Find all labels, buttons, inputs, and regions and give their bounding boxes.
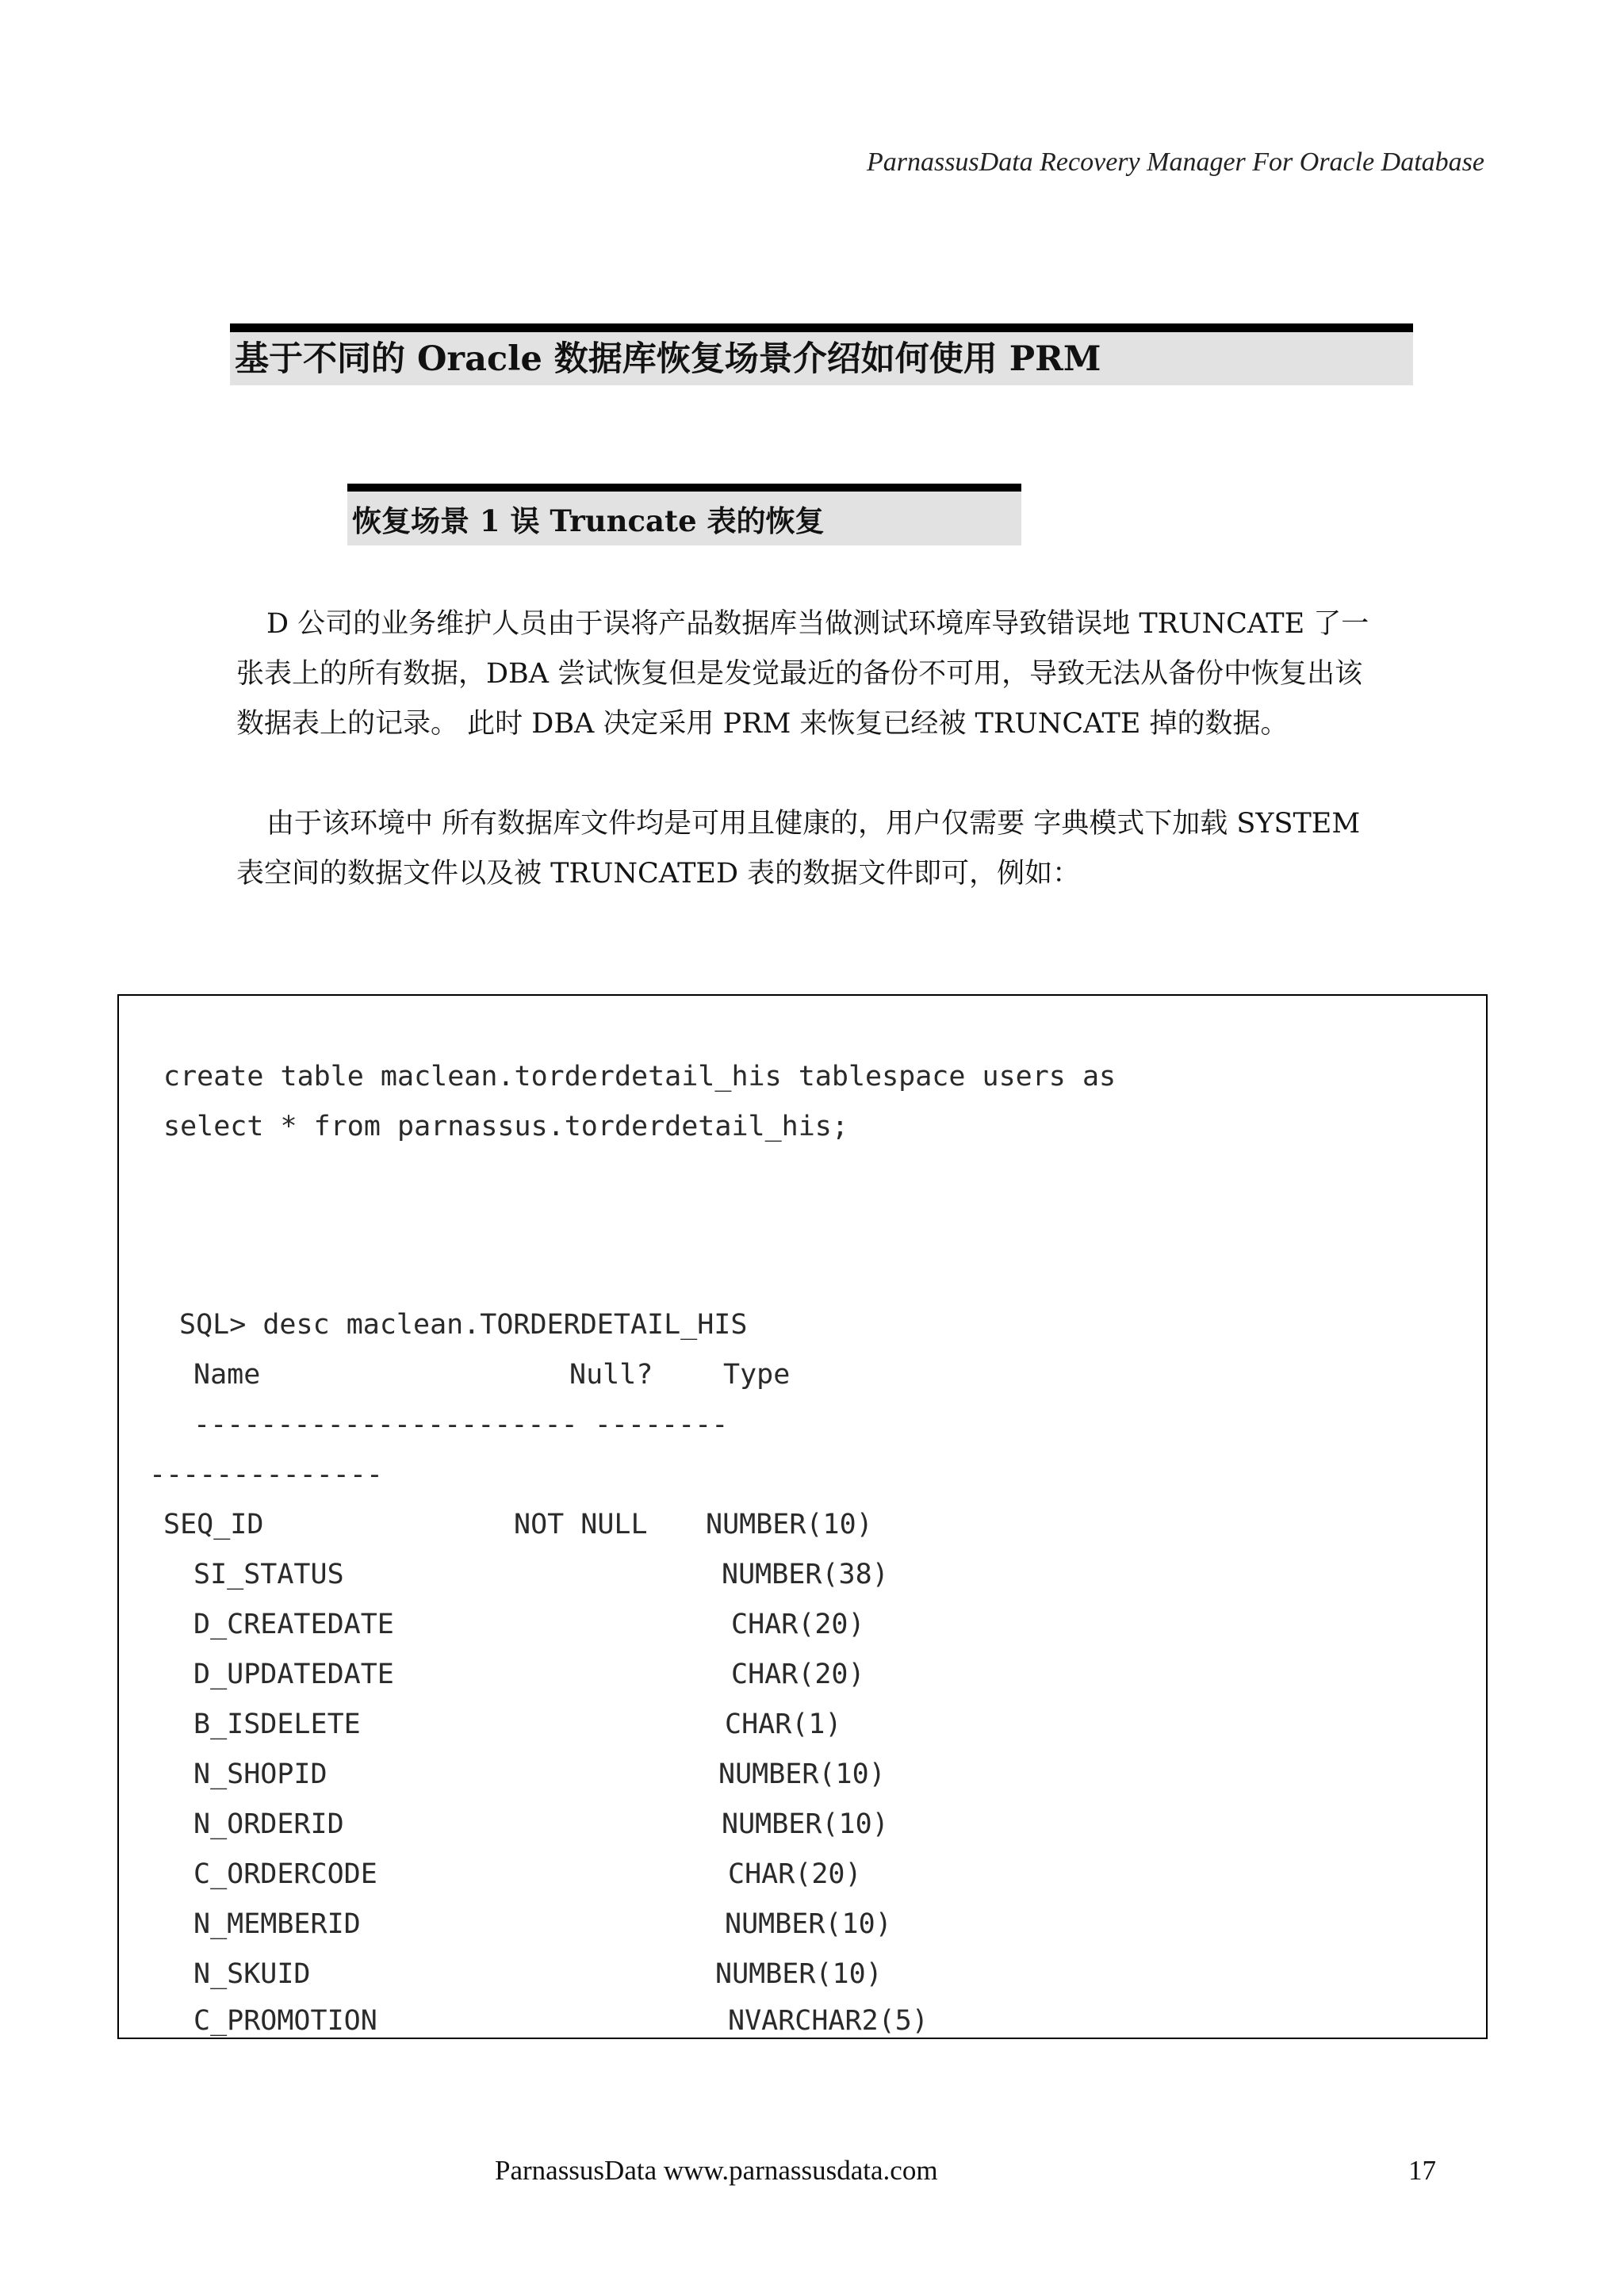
- intro-paragraph: [236, 599, 1418, 749]
- column-row-type: NUMBER(38): [722, 1559, 889, 1590]
- column-row-null: NOT NULL: [514, 1509, 648, 1540]
- column-row-name: B_ISDELETE: [193, 1709, 361, 1740]
- desc-command-line: SQL> desc maclean.TORDERDETAIL_HIS: [179, 1309, 748, 1341]
- column-row-name: D_CREATEDATE: [193, 1609, 394, 1640]
- column-row-type: NUMBER(10): [725, 1908, 892, 1940]
- column-header-type: Type: [723, 1359, 791, 1391]
- column-row-name: N_SKUID: [193, 1958, 311, 1990]
- create-statement-line: select * from parnassus.torderdetail_his;: [163, 1111, 848, 1142]
- running-header: ParnassusData Recovery Manager For Oracle Database: [866, 147, 1484, 177]
- column-row-name: SI_STATUS: [193, 1559, 344, 1590]
- column-row-name: C_ORDERCODE: [193, 1858, 377, 1890]
- column-row-type: NUMBER(10): [722, 1808, 889, 1840]
- paragraph-line: 数据表上的记录。 此时 DBA 决定采用 PRM 来恢复已经被 TRUNCATE 掉的数据。: [236, 708, 1289, 740]
- header-separator: ----------------------- --------: [193, 1409, 729, 1441]
- column-row-name: N_SHOPID: [193, 1758, 327, 1790]
- column-row-type: CHAR(20): [731, 1609, 865, 1640]
- column-row-name: D_UPDATEDATE: [193, 1659, 394, 1690]
- column-row-type: CHAR(1): [725, 1709, 842, 1740]
- code-listing-box: [117, 994, 1488, 2039]
- column-header-null: Null?: [569, 1359, 653, 1391]
- paragraph-line: 由于该环境中 所有数据库文件均是可用且健康的，用户仅需要 字典模式下加载 SYSTEM: [266, 808, 1361, 840]
- paragraph-line: 表空间的数据文件以及被 TRUNCATED 表的数据文件即可，例如：: [236, 858, 1081, 890]
- column-row-name: SEQ_ID: [163, 1509, 264, 1540]
- column-row-type: NVARCHAR2(5): [728, 2005, 929, 2037]
- paragraph-line: 张表上的所有数据，DBA 尝试恢复但是发觉最近的备份不可用，导致无法从备份中恢复出该: [236, 658, 1363, 690]
- footer-site: ParnassusData www.parnassusdata.com: [495, 2155, 938, 2186]
- column-row-name: N_MEMBERID: [193, 1908, 361, 1940]
- column-row-type: NUMBER(10): [718, 1758, 886, 1790]
- column-row-type: NUMBER(10): [715, 1958, 883, 1990]
- column-row-name: C_PROMOTION: [193, 2005, 377, 2037]
- subsection-heading: [347, 484, 1021, 545]
- page-number: 17: [1408, 2155, 1436, 2186]
- create-statement-line: create table maclean.torderdetail_his tablespace users as: [163, 1061, 1116, 1093]
- instruction-paragraph: [236, 799, 1418, 899]
- column-row-type: CHAR(20): [728, 1858, 862, 1890]
- column-row-type: CHAR(20): [731, 1659, 865, 1690]
- section-title: 基于不同的 Oracle 数据库恢复场景介绍如何使用 PRM: [235, 339, 1101, 379]
- subsection-title: 恢复场景 1 误 Truncate 表的恢复: [352, 503, 825, 538]
- column-header-name: Name: [193, 1359, 261, 1391]
- column-row-name: N_ORDERID: [193, 1808, 344, 1840]
- section-heading: [230, 323, 1413, 385]
- paragraph-line: D 公司的业务维护人员由于误将产品数据库当做测试环境库导致错误地 TRUNCATE 了一: [266, 608, 1369, 640]
- column-row-type: NUMBER(10): [706, 1509, 873, 1540]
- header-separator: --------------: [149, 1459, 384, 1490]
